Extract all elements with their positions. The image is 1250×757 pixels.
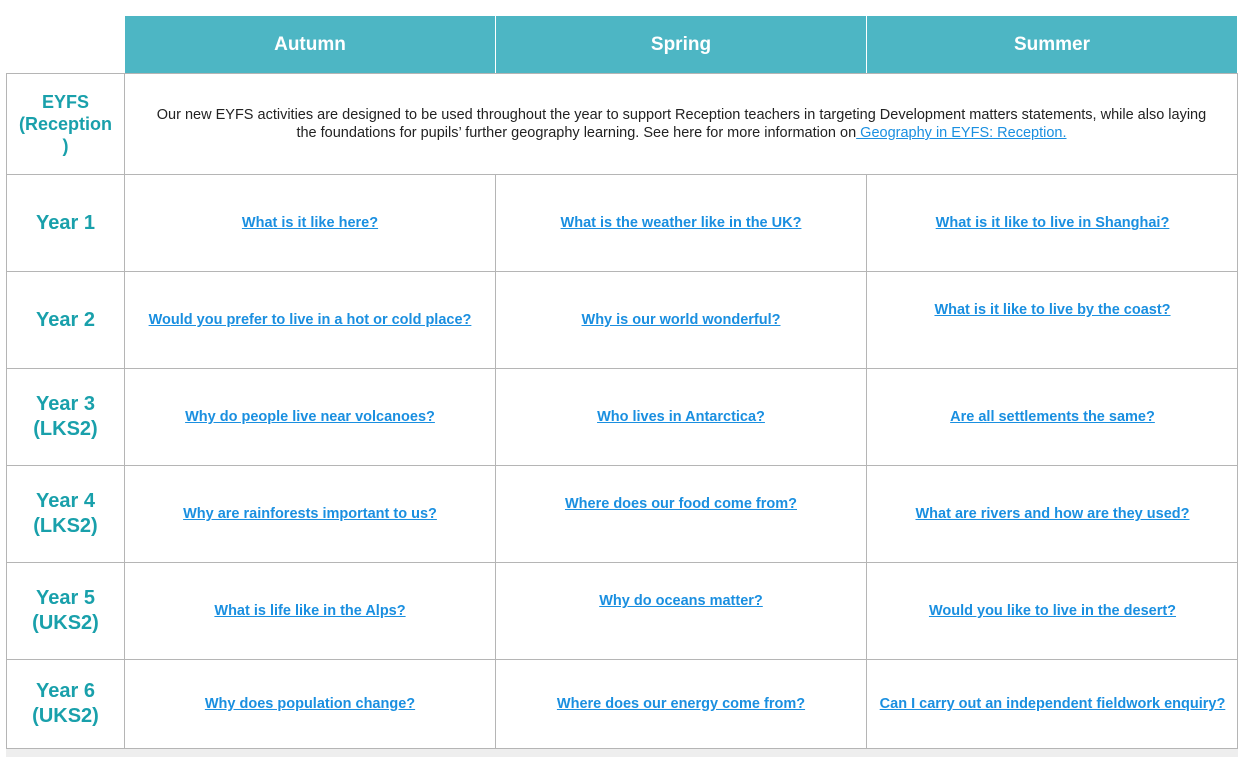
- column-header-autumn: [124, 16, 495, 73]
- unit-link[interactable]: Why does population change?: [204, 696, 416, 712]
- unit-link[interactable]: Would you prefer to live in a hot or cold place?: [148, 312, 472, 328]
- cell-year6-spring: [495, 659, 866, 748]
- eyfs-description-text: Our new EYFS activities are designed to be used throughout the year to support Reception teachers in targeting Development matters statements, while also laying the foundations for pupils’ further geography learning. See here for more information on: [156, 107, 1207, 141]
- row-label-year-5: Year 5 (UKS2): [6, 562, 124, 659]
- eyfs-description-cell: [124, 73, 1238, 174]
- cell-year5-spring: [495, 562, 866, 659]
- column-header-spring: [495, 16, 866, 73]
- unit-link[interactable]: What is it like to live in Shanghai?: [935, 215, 1170, 231]
- cell-year6-autumn: [124, 659, 495, 748]
- row-label-year-4: Year 4 (LKS2): [6, 465, 124, 562]
- column-header-label: Autumn: [274, 33, 346, 55]
- cell-year2-spring: [495, 271, 866, 368]
- unit-link[interactable]: Why do people live near volcanoes?: [185, 409, 435, 425]
- unit-link[interactable]: Why do oceans matter?: [599, 593, 763, 609]
- column-header-summer: [866, 16, 1237, 73]
- unit-link[interactable]: What is it like here?: [241, 215, 379, 231]
- row-label-year-3: Year 3 (LKS2): [6, 368, 124, 465]
- row-label-year-1: Year 1: [6, 174, 124, 271]
- row-label-year-2: Year 2: [6, 271, 124, 368]
- cell-year4-autumn: [124, 465, 495, 562]
- unit-link[interactable]: What is the weather like in the UK?: [560, 215, 802, 231]
- unit-link[interactable]: Would you like to live in the desert?: [928, 603, 1177, 619]
- unit-link[interactable]: What is life like in the Alps?: [214, 603, 406, 619]
- geography-in-eyfs-link[interactable]: Geography in EYFS: Reception.: [856, 125, 1067, 141]
- unit-link[interactable]: Where does our food come from?: [564, 496, 797, 512]
- cell-year3-summer: [866, 368, 1238, 465]
- column-header-label: Summer: [1013, 33, 1091, 55]
- table-right-border: [1237, 73, 1238, 756]
- eyfs-description: [135, 106, 1228, 142]
- unit-link[interactable]: Can I carry out an independent fieldwork enquiry?: [879, 696, 1226, 712]
- unit-link[interactable]: Where does our energy come from?: [556, 696, 806, 712]
- cell-year6-summer: [866, 659, 1238, 748]
- unit-link[interactable]: What is it like to live by the coast?: [934, 302, 1171, 318]
- cell-year1-autumn: [124, 174, 495, 271]
- unit-link[interactable]: Are all settlements the same?: [950, 409, 1155, 425]
- cell-year2-summer: [866, 271, 1238, 368]
- row-label-year-6: Year 6 (UKS2): [6, 659, 124, 748]
- unit-link[interactable]: Who lives in Antarctica?: [597, 409, 765, 425]
- cell-year3-autumn: [124, 368, 495, 465]
- unit-link[interactable]: What are rivers and how are they used?: [915, 506, 1190, 522]
- cell-year5-autumn: [124, 562, 495, 659]
- cell-year2-autumn: [124, 271, 495, 368]
- cell-year3-spring: [495, 368, 866, 465]
- unit-link[interactable]: Why are rainforests important to us?: [183, 506, 437, 522]
- unit-link[interactable]: Why is our world wonderful?: [581, 312, 781, 328]
- cell-year4-spring: [495, 465, 866, 562]
- column-header-label: Spring: [650, 33, 712, 55]
- cell-year1-spring: [495, 174, 866, 271]
- cell-year5-summer: [866, 562, 1238, 659]
- row-label-eyfs: EYFS (Reception ): [6, 73, 124, 174]
- cell-year4-summer: [866, 465, 1238, 562]
- cell-year1-summer: [866, 174, 1238, 271]
